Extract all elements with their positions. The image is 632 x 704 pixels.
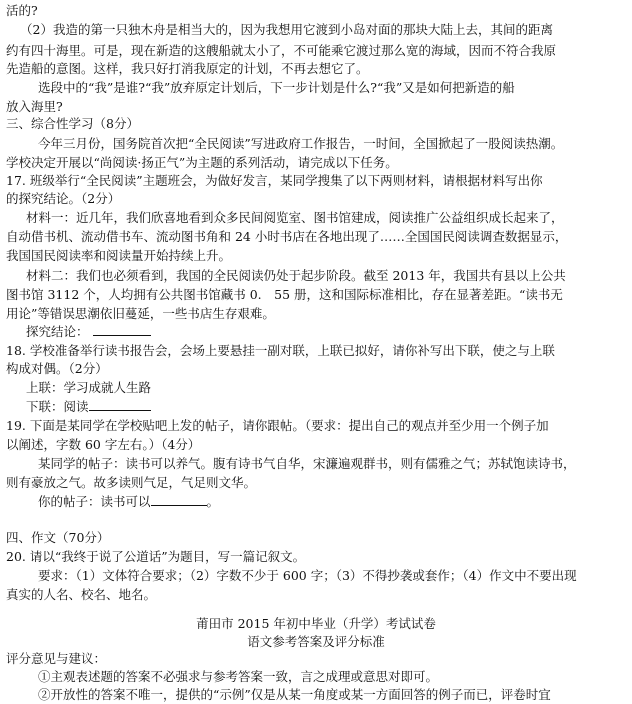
question-line: 构成对偶。（2分） (6, 361, 108, 377)
material-line: 材料一：近几年，我们欣喜地看到众多民间阅览室、图书馆建成，阅读推广公益组织成长起来了， (26, 210, 564, 226)
answer-key-subtitle: 语文参考答案及评分标准 (247, 634, 385, 650)
couplet-lower (26, 398, 632, 415)
material-line: 我国国民阅读率和阅读量开始持续上升。 (6, 248, 232, 264)
text-line: 活的? (6, 2, 38, 18)
answer-blank[interactable] (151, 493, 207, 506)
material-line: 图书馆 3112 个，人均拥有公共图书馆藏书 0. 55 册，这和国际标准相比，存在显著差距。“读书无 (6, 286, 563, 302)
couplet-upper: 上联：学习成就人生路 (26, 380, 152, 396)
reply-prompt: 你的帖子：读书可以 (38, 493, 151, 509)
text-line: （2）我造的第一只独木舟是相当大的，因为我想用它渡到小岛对面的那块大陆上去，其间的距离 (20, 21, 553, 37)
section-heading: 四、作文（70分） (6, 530, 110, 546)
question-line: 放入海里? (6, 99, 63, 115)
scoring-item: ①主观表述题的答案不必强求与参考答案一致，言之成理或意思对即可。 (38, 669, 439, 685)
couplet-lower-prompt: 下联：阅读 (26, 399, 89, 415)
question-line: 选段中的“我”是谁?“我”放弃原定计划后，下一步计划是什么?“我”又是如何把新造的船 (38, 80, 515, 96)
scoring-heading: 评分意见与建议： (6, 651, 107, 667)
material-line: 材料二：我们也必须看到，我国的全民阅读仍处于起步阶段。截至 2013 年，我国共有县以上公共 (26, 268, 566, 284)
text-line: 学校决定开展以“尚阅读·扬正气”为主题的系列活动，请完成以下任务。 (6, 154, 398, 170)
material-line: 用论”等错误思潮依旧蔓延，一些书店生存艰难。 (6, 305, 275, 321)
question-line: 19. 下面是某同学在学校贴吧上发的帖子，请你跟帖。（要求：提出自己的观点并至少用一个例子加 (6, 418, 549, 434)
requirement-line: 真实的人名、校名、地名。 (6, 586, 157, 602)
question-line: 17. 班级举行“全民阅读”主题班会，为做好发言，某同学搜集了以下两则材料，请根据材料写出你 (6, 172, 543, 188)
question-line: 以阐述，字数 60 字左右。）（4分） (6, 436, 201, 452)
requirement-line: 要求：（1）文体符合要求；（2）字数不少于 600 字；（3）不得抄袭或套作；（4）作文中不要出现 (38, 568, 577, 584)
text-line: 先造船的意图。这样，我只好打消我原定的计划，不再去想它了。 (6, 61, 369, 77)
answer-blank[interactable] (89, 398, 151, 411)
post-line: 则有豪放之气。故多读则气足，气足则文华。 (6, 474, 257, 490)
text-line: 约有四十海里。可是，现在新造的这艘船就太小了，不可能乘它渡过那么宽的海域，因而不符合我原 (6, 42, 557, 58)
section-heading: 三、综合性学习（8分） (6, 116, 139, 132)
period: 。 (206, 493, 220, 509)
answer-prompt: 探究结论： (26, 323, 89, 339)
material-line: 自动借书机、流动借书车、流动图书角和 24 小时书店在各地出现了……全国国民阅读调查数据显示， (6, 229, 568, 245)
text-line: 今年三月份，国务院首次把“全民阅读”写进政府工作报告，一时间，全国掀起了一股阅读热潮。 (38, 135, 564, 151)
scoring-item: ②开放性的答案不唯一，提供的“示例”仅是从某一角度或某一方面回答的例子而已，评卷时宜 (38, 687, 551, 702)
question-line: 18. 学校准备举行读书报告会，会场上要悬挂一副对联，上联已拟好，请你补写出下联，使之与上联 (6, 342, 555, 358)
post-line: 某同学的帖子：读书可以养气。腹有诗书气自华，宋濂遍观群书，则有儒雅之气；苏轼饱读诗书， (38, 455, 576, 471)
answer-key-title: 莆田市 2015 年初中毕业（升学）考试试卷 (196, 616, 436, 632)
question-line: 20. 请以“我终于说了公道话”为题目，写一篇记叙文。 (6, 549, 306, 565)
reply-line (38, 493, 632, 510)
answer-line (26, 323, 632, 340)
question-line: 的探究结论。（2分） (6, 190, 121, 206)
answer-blank[interactable] (93, 323, 151, 336)
